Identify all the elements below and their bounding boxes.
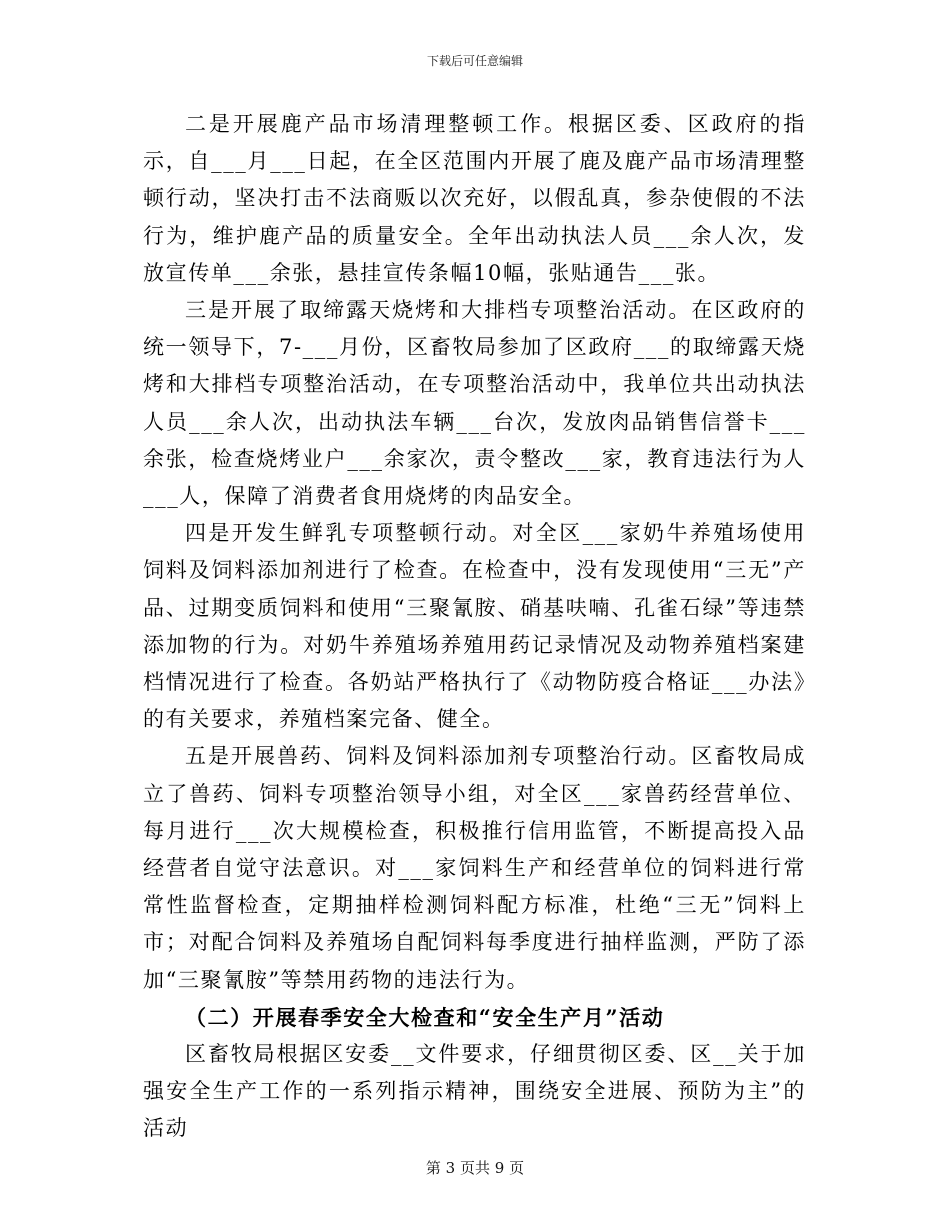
page-number: 第 3 页共 9 页 [425, 1159, 525, 1177]
document-body [143, 106, 806, 1148]
paragraph-veterinary-feed: 五是开展兽药、饲料及饲料添加剂专项整治行动。区畜牧局成立了兽药、饲料专项整治领导小组，对全区___家兽药经营单位、每月进行___次大规模检查，积极推行信用监管，不断提高投入品经营者自觉守法意识。对___家饲料生产和经营单位的饲料进行常常性监督检查，定期抽样检测饲料配方标准，杜绝“三无”饲料上市；对配合饲料及养殖场自配饲料每季度进行抽样监测，严防了添加“三聚氰胺”等禁用药物的违法行为。 [143, 744, 806, 992]
header-note: 下载后可任意编辑 [426, 54, 523, 68]
paragraph-safety-production: 区畜牧局根据区安委__文件要求，仔细贯彻区委、区__关于加强安全生产工作的一系列指示精神，围绕安全进展、预防为主”的活动 [143, 1042, 806, 1141]
paragraph-raw-milk: 四是开发生鲜乳专项整顿行动。对全区___家奶牛养殖场使用饲料及饲料添加剂进行了检查。在检查中，没有发现使用“三无”产品、过期变质饲料和使用“三聚氰胺、硝基呋喃、孔雀石绿”等违禁添加物的行为。对奶牛养殖场养殖用药记录情况及动物养殖档案建档情况进行了检查。各奶站严格执行了《动物防疫合格证___办法》的有关要求，养殖档案完备、健全。 [143, 521, 806, 732]
paragraph-bbq-rectification: 三是开展了取缔露天烧烤和大排档专项整治活动。在区政府的统一领导下，7-___月份，区畜牧局参加了区政府___的取缔露天烧烤和大排档专项整治活动，在专项整治活动中，我单位共出动执法人员___余人次，出动执法车辆___台次，发放肉品销售信誉卡___余张，检查烧烤业户___余家次，责令整改___家，教育违法行为人___人，保障了消费者食用烧烤的肉品安全。 [143, 298, 806, 509]
section-heading: （二）开展春季安全大检查和“安全生产月”活动 [185, 1004, 665, 1030]
paragraph-deer-products: 二是开展鹿产品市场清理整顿工作。根据区委、区政府的指示，自___月___日起，在全区范围内开展了鹿及鹿产品市场清理整顿行动，坚决打击不法商贩以次充好，以假乱真，参杂使假的不法行为，维护鹿产品的质量安全。全年出动执法人员___余人次，发放宣传单___余张，悬挂宣传条幅10幅，张贴通告___张。 [143, 112, 806, 285]
